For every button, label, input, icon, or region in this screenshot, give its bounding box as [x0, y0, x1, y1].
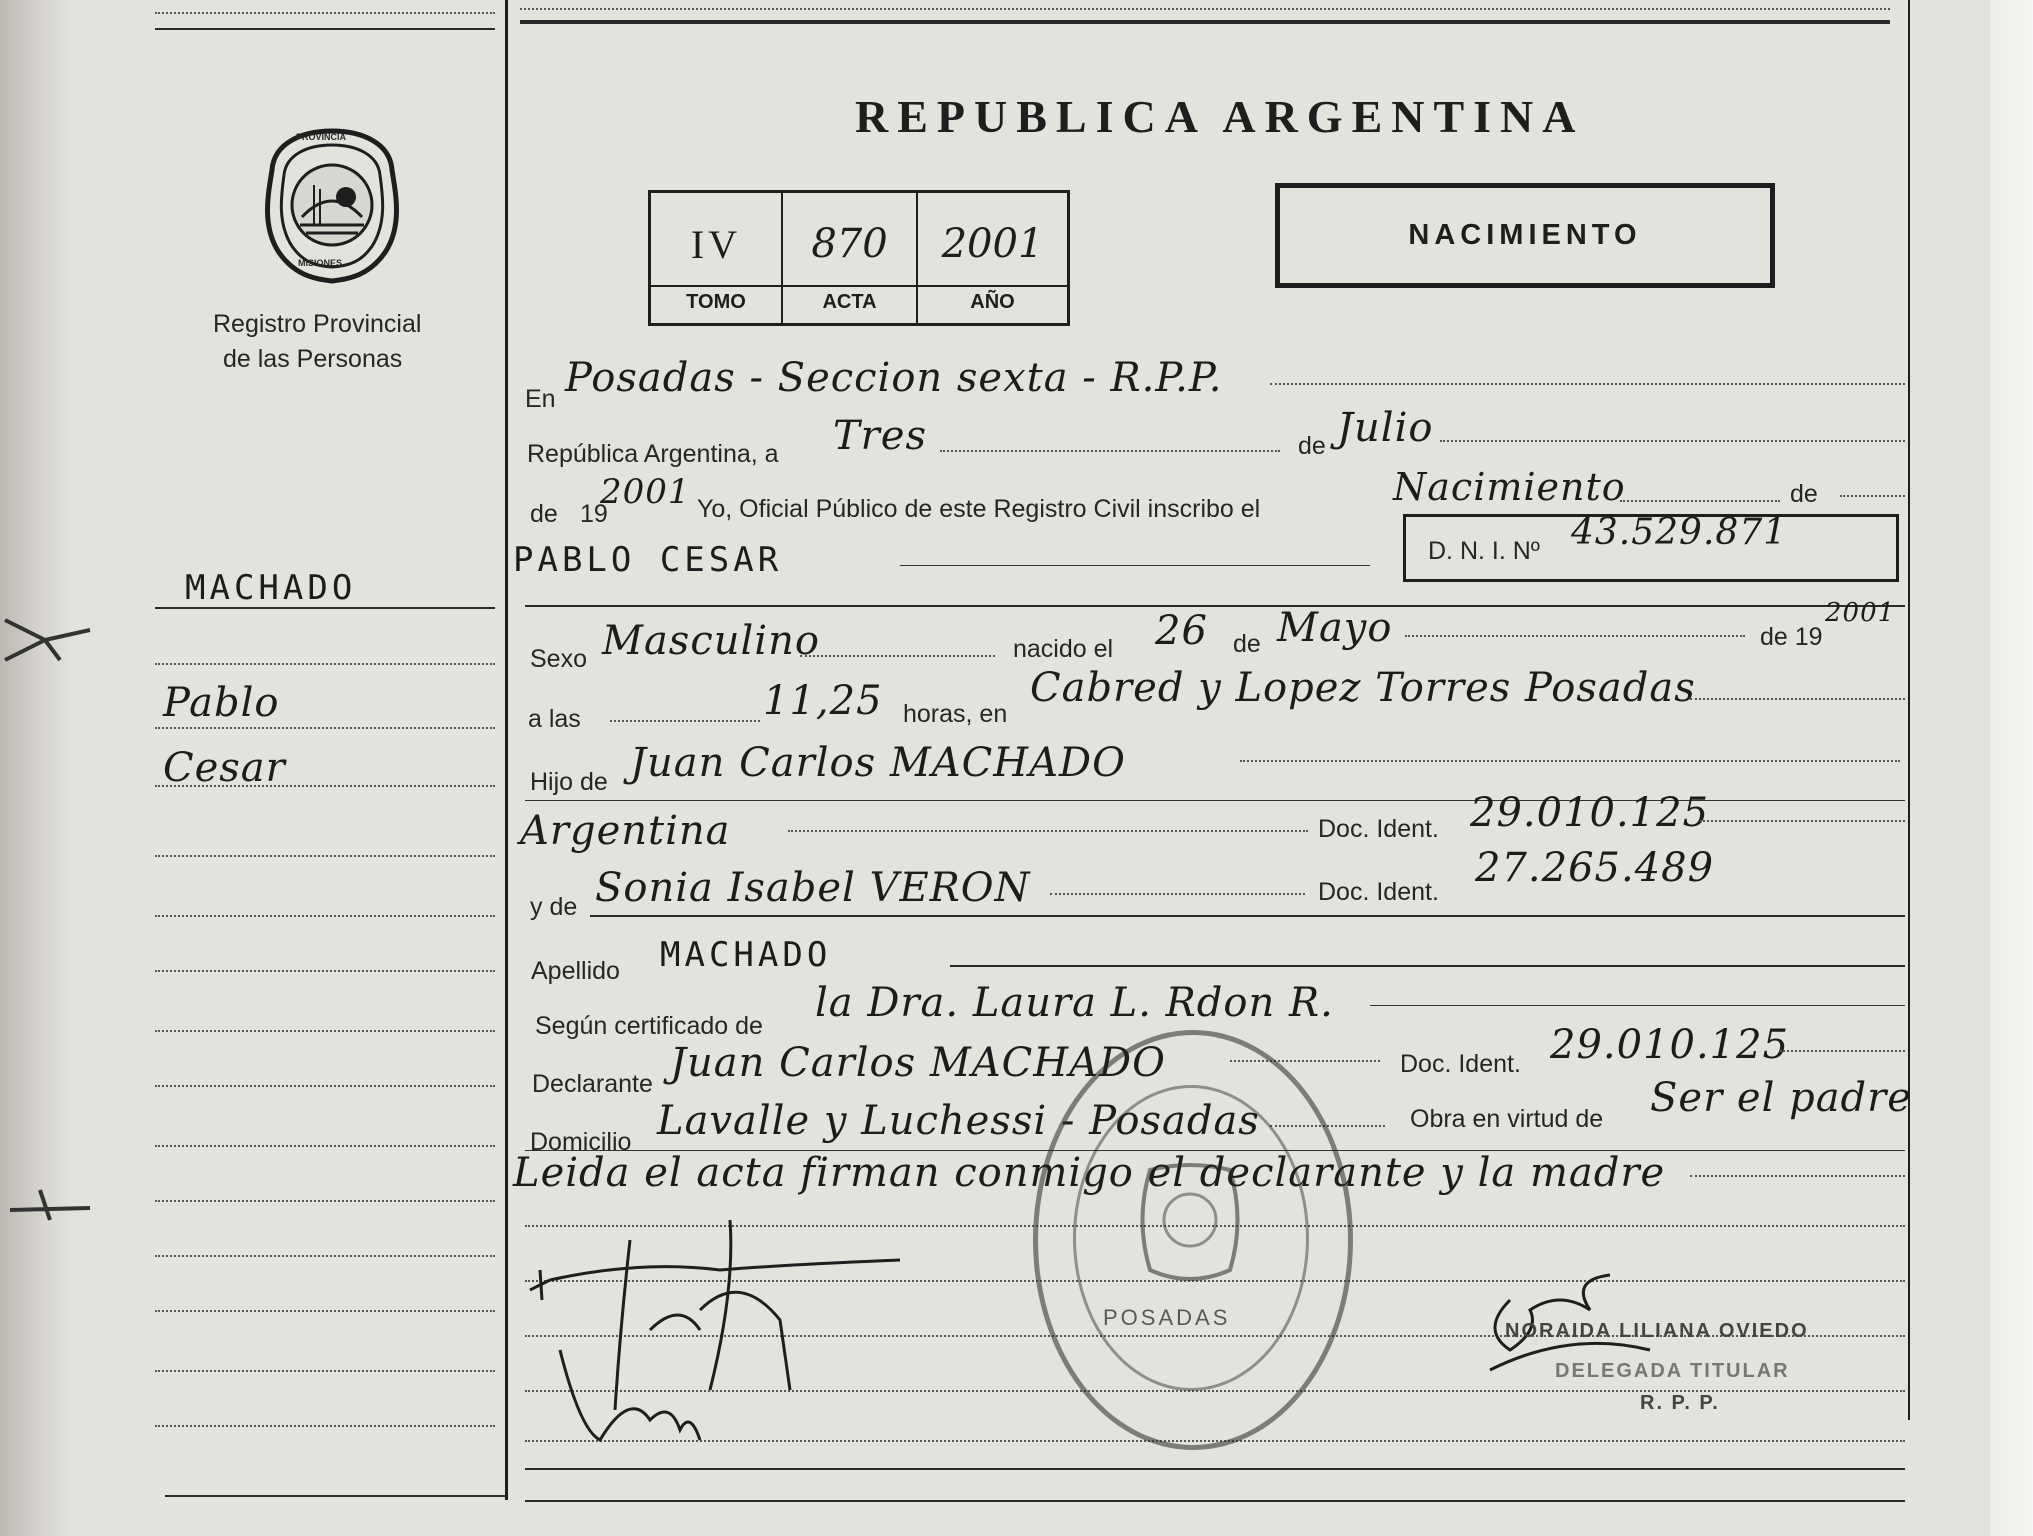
republica-label: República Argentina, a — [527, 440, 779, 468]
ano-cell — [918, 193, 1067, 323]
sexo-value: Masculino — [602, 618, 820, 664]
doc-ident-label-2: Doc. Ident. — [1318, 878, 1439, 906]
apellido-label: Apellido — [531, 957, 620, 985]
page-spine-shadow — [0, 0, 75, 1536]
birth-day: 26 — [1155, 608, 1208, 654]
mother-name: Sonia Isabel VERON — [595, 865, 1031, 911]
nationality: Argentina — [520, 808, 731, 854]
margin-dots-5 — [155, 915, 495, 917]
margin-name1: Pablo — [163, 680, 280, 726]
dni-label: D. N. I. Nº — [1428, 537, 1540, 565]
document-type-box: NACIMIENTO — [1275, 183, 1775, 288]
margin-dots-10 — [155, 1200, 495, 1202]
margin-surname: MACHADO — [185, 568, 357, 608]
column-divider — [505, 0, 508, 1500]
event-value: Nacimiento — [1393, 465, 1626, 509]
tomo-value: IV — [690, 222, 742, 267]
en-label: En — [525, 385, 556, 413]
sexo-dots — [800, 655, 995, 657]
margin-dots-8 — [155, 1085, 495, 1087]
segun-label: Según certificado de — [535, 1012, 763, 1040]
event-dots — [1620, 500, 1780, 502]
top-rule-left — [155, 28, 495, 30]
hour-dots — [610, 720, 760, 722]
bottom-rule-1 — [525, 1468, 1905, 1470]
binding-stitch-icon — [0, 600, 100, 680]
acta-cell — [783, 193, 918, 323]
birth-year: 2001 — [1825, 598, 1896, 628]
closing-statement: Leida el acta firman conmigo el declarante y la madre — [513, 1150, 1666, 1196]
apellido-line — [950, 965, 1905, 967]
margin-name2: Cesar — [163, 745, 286, 791]
margin-dots-4 — [155, 855, 495, 857]
right-border — [1908, 0, 1910, 1420]
margin-rule-1 — [155, 607, 495, 609]
child-name: PABLO CESAR — [513, 540, 783, 580]
father-doc-dots — [1700, 820, 1905, 822]
margin-dots-14 — [155, 1425, 495, 1427]
ano-label: AÑO — [918, 285, 1067, 314]
domicilio-label: Domicilio — [530, 1128, 632, 1156]
de19-label: de 19 — [1760, 623, 1823, 651]
seal-emblem-icon — [1120, 1160, 1260, 1290]
year-prefix: 19 — [580, 500, 608, 528]
hijo-label: Hijo de — [530, 768, 608, 796]
day-value: Tres — [833, 413, 927, 459]
nacido-label: nacido el — [1013, 635, 1114, 663]
registrar-office: R. P. P. — [1640, 1392, 1720, 1414]
place-dots — [1270, 383, 1905, 385]
margin-dots-3 — [155, 785, 495, 787]
margin-dots-12 — [155, 1310, 495, 1312]
acta-value: 870 — [811, 221, 888, 267]
domicilio-value: Lavalle y Luchessi - Posadas — [657, 1098, 1260, 1144]
tomo-label: TOMO — [651, 285, 781, 314]
a-las-label: a las — [528, 705, 581, 733]
mother-line — [590, 915, 1905, 917]
declarante-label: Declarante — [532, 1070, 653, 1098]
place-value: Posadas - Seccion sexta - R.P.P. — [565, 355, 1223, 401]
document-title: REPUBLICA ARGENTINA — [855, 91, 1585, 142]
mother-dots — [1050, 893, 1305, 895]
birth-month-dots — [1405, 635, 1745, 637]
logo-text-bottom: MISIONES — [298, 258, 343, 268]
declarante-value: Juan Carlos MACHADO — [670, 1040, 1166, 1086]
registrar-role: DELEGADA TITULAR — [1555, 1360, 1790, 1382]
certificado-value: la Dra. Laura L. Rdon R. — [815, 980, 1334, 1026]
dni-value: 43.529.871 — [1571, 512, 1788, 553]
father-dots — [1240, 760, 1900, 762]
child-name-line — [900, 565, 1370, 566]
birth-month: Mayo — [1277, 605, 1393, 651]
top-dots-right — [520, 8, 1890, 10]
certificado-line — [1370, 1005, 1905, 1006]
hour-value: 11,25 — [763, 678, 883, 724]
mother-doc: 27.265.489 — [1475, 845, 1715, 891]
margin-dots-7 — [155, 1030, 495, 1032]
closing-dots — [1690, 1175, 1905, 1177]
month-dots — [1440, 440, 1905, 442]
obra-label: Obra en virtud de — [1410, 1105, 1604, 1133]
parents-signature-icon — [520, 1210, 920, 1450]
y-de-label: y de — [530, 893, 578, 921]
binding-stitch-icon-2 — [0, 1180, 100, 1240]
bottom-rule-2 — [525, 1500, 1905, 1502]
declarante-doc: 29.010.125 — [1550, 1022, 1790, 1068]
dni-box — [1403, 514, 1899, 582]
father-name: Juan Carlos MACHADO — [630, 740, 1126, 786]
doc-ident-label-1: Doc. Ident. — [1318, 815, 1439, 843]
obra-value: Ser el padre — [1650, 1075, 1912, 1121]
page-edge — [1990, 0, 2033, 1536]
de-label-2: de — [530, 500, 558, 528]
yo-text: Yo, Oficial Público de este Registro Civil inscribo el — [697, 495, 1261, 523]
tomo-cell — [651, 193, 783, 323]
de-label-4: de — [1233, 630, 1261, 658]
margin-dots-9 — [155, 1145, 495, 1147]
apellido-value: MACHADO — [660, 935, 832, 975]
seal-text: POSADAS — [1103, 1305, 1231, 1330]
de-label-3: de — [1790, 480, 1818, 508]
nationality-dots — [788, 830, 1308, 832]
sexo-label: Sexo — [530, 645, 587, 673]
month-value: Julio — [1337, 405, 1434, 451]
margin-rule-bottom — [165, 1495, 505, 1497]
year-value: 2001 — [600, 472, 691, 512]
top-dots-left — [155, 12, 495, 14]
record-number-table — [648, 190, 1070, 326]
margin-dots-6 — [155, 970, 495, 972]
acta-label: ACTA — [783, 285, 916, 314]
margin-dots-1 — [155, 663, 495, 665]
ano-value: 2001 — [941, 221, 1044, 267]
declarante-doc-dots — [1780, 1050, 1905, 1052]
registry-name-line1: Registro Provincial — [213, 310, 422, 338]
doc-ident-label-3: Doc. Ident. — [1400, 1050, 1521, 1078]
day-dots — [940, 450, 1280, 452]
de3-dots — [1840, 495, 1905, 497]
top-rule-right — [520, 20, 1890, 24]
section-rule-1 — [525, 605, 1905, 607]
horas-label: horas, en — [903, 700, 1008, 728]
margin-dots-11 — [155, 1255, 495, 1257]
de-label-1: de — [1298, 432, 1326, 460]
birth-place: Cabred y Lopez Torres Posadas — [1030, 665, 1696, 711]
registrar-name: NORAIDA LILIANA OVIEDO — [1505, 1320, 1809, 1342]
logo-text-top: PROVINCIA — [296, 132, 347, 142]
margin-dots-13 — [155, 1370, 495, 1372]
registry-name-line2: de las Personas — [223, 345, 403, 373]
father-doc: 29.010.125 — [1470, 790, 1710, 836]
margin-dots-2 — [155, 727, 495, 729]
birth-place-dots — [1690, 698, 1905, 700]
